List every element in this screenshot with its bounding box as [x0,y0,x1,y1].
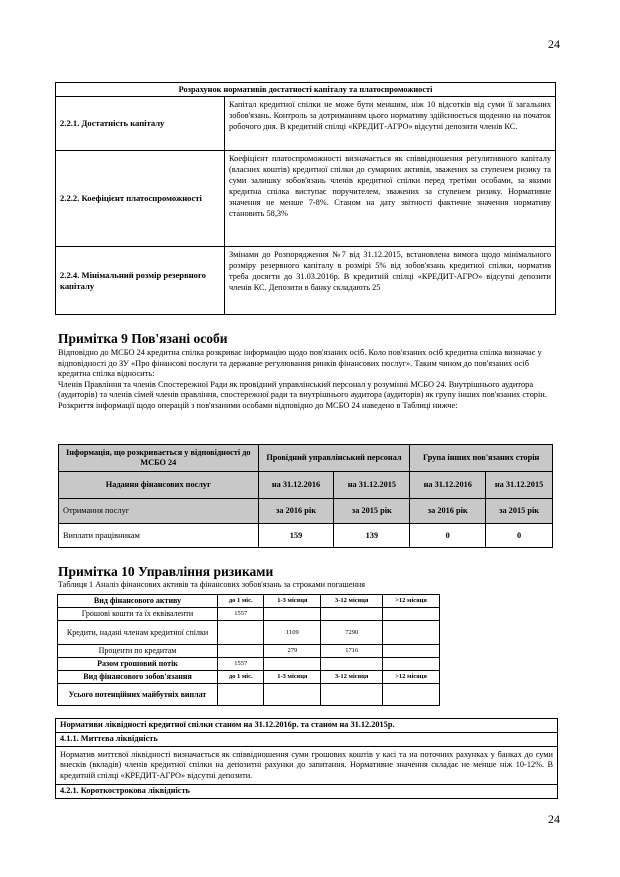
value-cell: 139 [334,524,410,548]
col-header: >12 місяця [383,595,440,608]
capital-table-header: Розрахунок нормативів достатності капіталу та платоспроможності [56,83,556,97]
note9-title: Примітка 9 Пов'язані особи [58,331,228,346]
note9-paragraph: Розкриття інформації щодо операцій з пов'язаними особами відповідно до МСБО 24 наведено в Таблиці нижче: [58,400,458,410]
table-cell [383,684,440,706]
col-header: 3-12 місяця [321,671,383,684]
table-row-label: Грошові кошти та їх еквіваленти [58,608,218,621]
col-header: до 1 міс. [218,671,264,684]
table-header-other-parties: Група інших пов'язаних сторін [410,445,553,472]
table-cell: 1557 [218,608,264,621]
liquidity-section-label: 4.1.1. Миттєва ліквідність [56,733,558,747]
note10-caption: Таблиця 1 Аналіз фінансових активів та фінансових зобов'язань за строками погашення [58,580,366,589]
date-cell: на 31.12.2015 [334,472,410,499]
table-header-info: Інформація, що розкривається у відповідності до МСБО 24 [59,445,259,472]
page-number-bottom: 24 [548,812,560,826]
year-cell: за 2015 рік [486,499,553,524]
table-header-key-personnel: Провідний управлінський персонал [258,445,410,472]
col-header: 3-12 місяця [321,595,383,608]
liquidity-header: Нормативи ліквідності кредитної спілки станом на 31.12.2016р. та станом на 31.12.2015р. [56,719,558,733]
page-number-top: 24 [548,37,560,51]
col-header: 1-3 місяця [264,595,321,608]
date-cell: на 31.12.2016 [410,472,486,499]
date-cell: на 31.12.2015 [486,472,553,499]
liquidity-section-text: Норматив миттєвої ліквідності визначається як співвідношення суми грошових коштів у касі та на поточних рахунках у банках до суми внесків (вкладів) членів кредитної спілки на депозитні рахунки до запитання. Нормативне значення складає не менше ніж 10-12%. В кредитній спілці «КРЕДИТ-АГРО» відсутні депозити. [56,747,558,785]
table-cell [264,608,321,621]
table-row-label: Кредити, надані членам кредитної спілки [58,621,218,645]
note9-paragraph: Відповідно до МСБО 24 кредитна спілка розкриває інформацію щодо пов'язаних осіб. Коло пов'язаних осіб кредитна спілка визначає у відповідності до ЗУ «Про фінансові послуги та державне регулювання ринків фінансових послуг». Таким чином до пов'язаних осіб кредитна спілка відносить: [58,348,542,379]
liquidity-section-label: 4.2.1. Короткострокова ліквідність [56,785,558,799]
note9-text [58,348,563,412]
table-cell [264,684,321,706]
table-cell [383,658,440,671]
maturity-table [57,594,440,706]
note9-paragraph: Членів Правління та членів Спостережної Ради як провідний управлінський персонал у розумінні МСБО 24. Внутрішнього аудитора (аудиторів) та членів сімей членів правління, спостережної ради та внутрішнього аудитора (аудиторів) як групу інших пов'язаних сторін. [58,379,547,400]
note10-title: Примітка 10 Управління ризиками [58,564,274,579]
capital-row-text: Коефіцієнт платоспроможності визначається як співвідношення регулятивного капіталу (власних коштів) кредитної спілки до сумарних активів, зважених за ступенем ризику та суми залишку зобов'язань членів кредитної спілки перед третіми особами, за якими кредитна спілка виступає поручителем, зважених за ступенем ризику. Нормативне значення не менше 7-8%. Станом на дату звітності фактичне значення нормативу становить 58,3% [225,151,556,247]
col-header: >12 місяця [383,671,440,684]
header-asset: Вид фінансового активу [58,595,218,608]
table-cell [383,608,440,621]
table-cell [218,621,264,645]
date-cell: на 31.12.2016 [258,472,334,499]
table-cell [321,608,383,621]
table-cell [218,645,264,658]
table-cell: 1109 [264,621,321,645]
row-label-receive: Отримання послуг [59,499,259,524]
table-cell: 279 [264,645,321,658]
capital-row-text: Змінами до Розпорядження №7 від 31.12.2015, встановлена вимога щодо мінімального розміру резервного капіталу в розмірі 5% від зобов'язань кредитної спілки, норматив треба досягти до 31.03.2016р. В кредитній спілці «КРЕДИТ-АГРО» відсутні депозити членів КС. Депозити в банку складають 25 [225,247,556,315]
year-cell: за 2016 рік [410,499,486,524]
capital-row-label: 2.2.4. Мінімальний розмір резервного капіталу [56,247,225,315]
capital-adequacy-table [55,82,556,315]
related-parties-table [58,444,553,548]
table-cell [321,658,383,671]
col-header: до 1 міс. [218,595,264,608]
row-label-services: Надання фінансових послуг [59,472,259,499]
table-cell [264,658,321,671]
capital-row-label: 2.2.2. Коефіцієнт платоспроможності [56,151,225,247]
value-cell: 0 [486,524,553,548]
capital-row-text: Капітал кредитної спілки не може бути меншим, ніж 10 відсотків від суми її загальних зобов'язань. Контроль за дотриманням цього нормативу здійснюється щоденно на початок робочого дня. В кредитній спілці «КРЕДИТ-АГРО» відсутні депозити членів КС. [225,97,556,151]
total-row-label: Разом грошовий потік [58,658,218,671]
table-row-label: Проценти по кредитам [58,645,218,658]
header-liability: Вид фінансового зобов'язання [58,671,218,684]
table-cell [383,621,440,645]
value-cell: 159 [258,524,334,548]
table-cell [321,684,383,706]
year-cell: за 2015 рік [334,499,410,524]
future-payments-label: Усього потенційних майбутніх виплат [58,684,218,706]
table-cell: 1716 [321,645,383,658]
col-header: 1-3 місяця [264,671,321,684]
capital-row-label: 2.2.1. Достатність капіталу [56,97,225,151]
table-cell [383,645,440,658]
value-cell: 0 [410,524,486,548]
table-cell: 7290 [321,621,383,645]
table-cell: 1557 [218,658,264,671]
liquidity-table [55,718,558,799]
table-cell [218,684,264,706]
year-cell: за 2016 рік [258,499,334,524]
row-label-pay: Виплати працівникам [59,524,259,548]
